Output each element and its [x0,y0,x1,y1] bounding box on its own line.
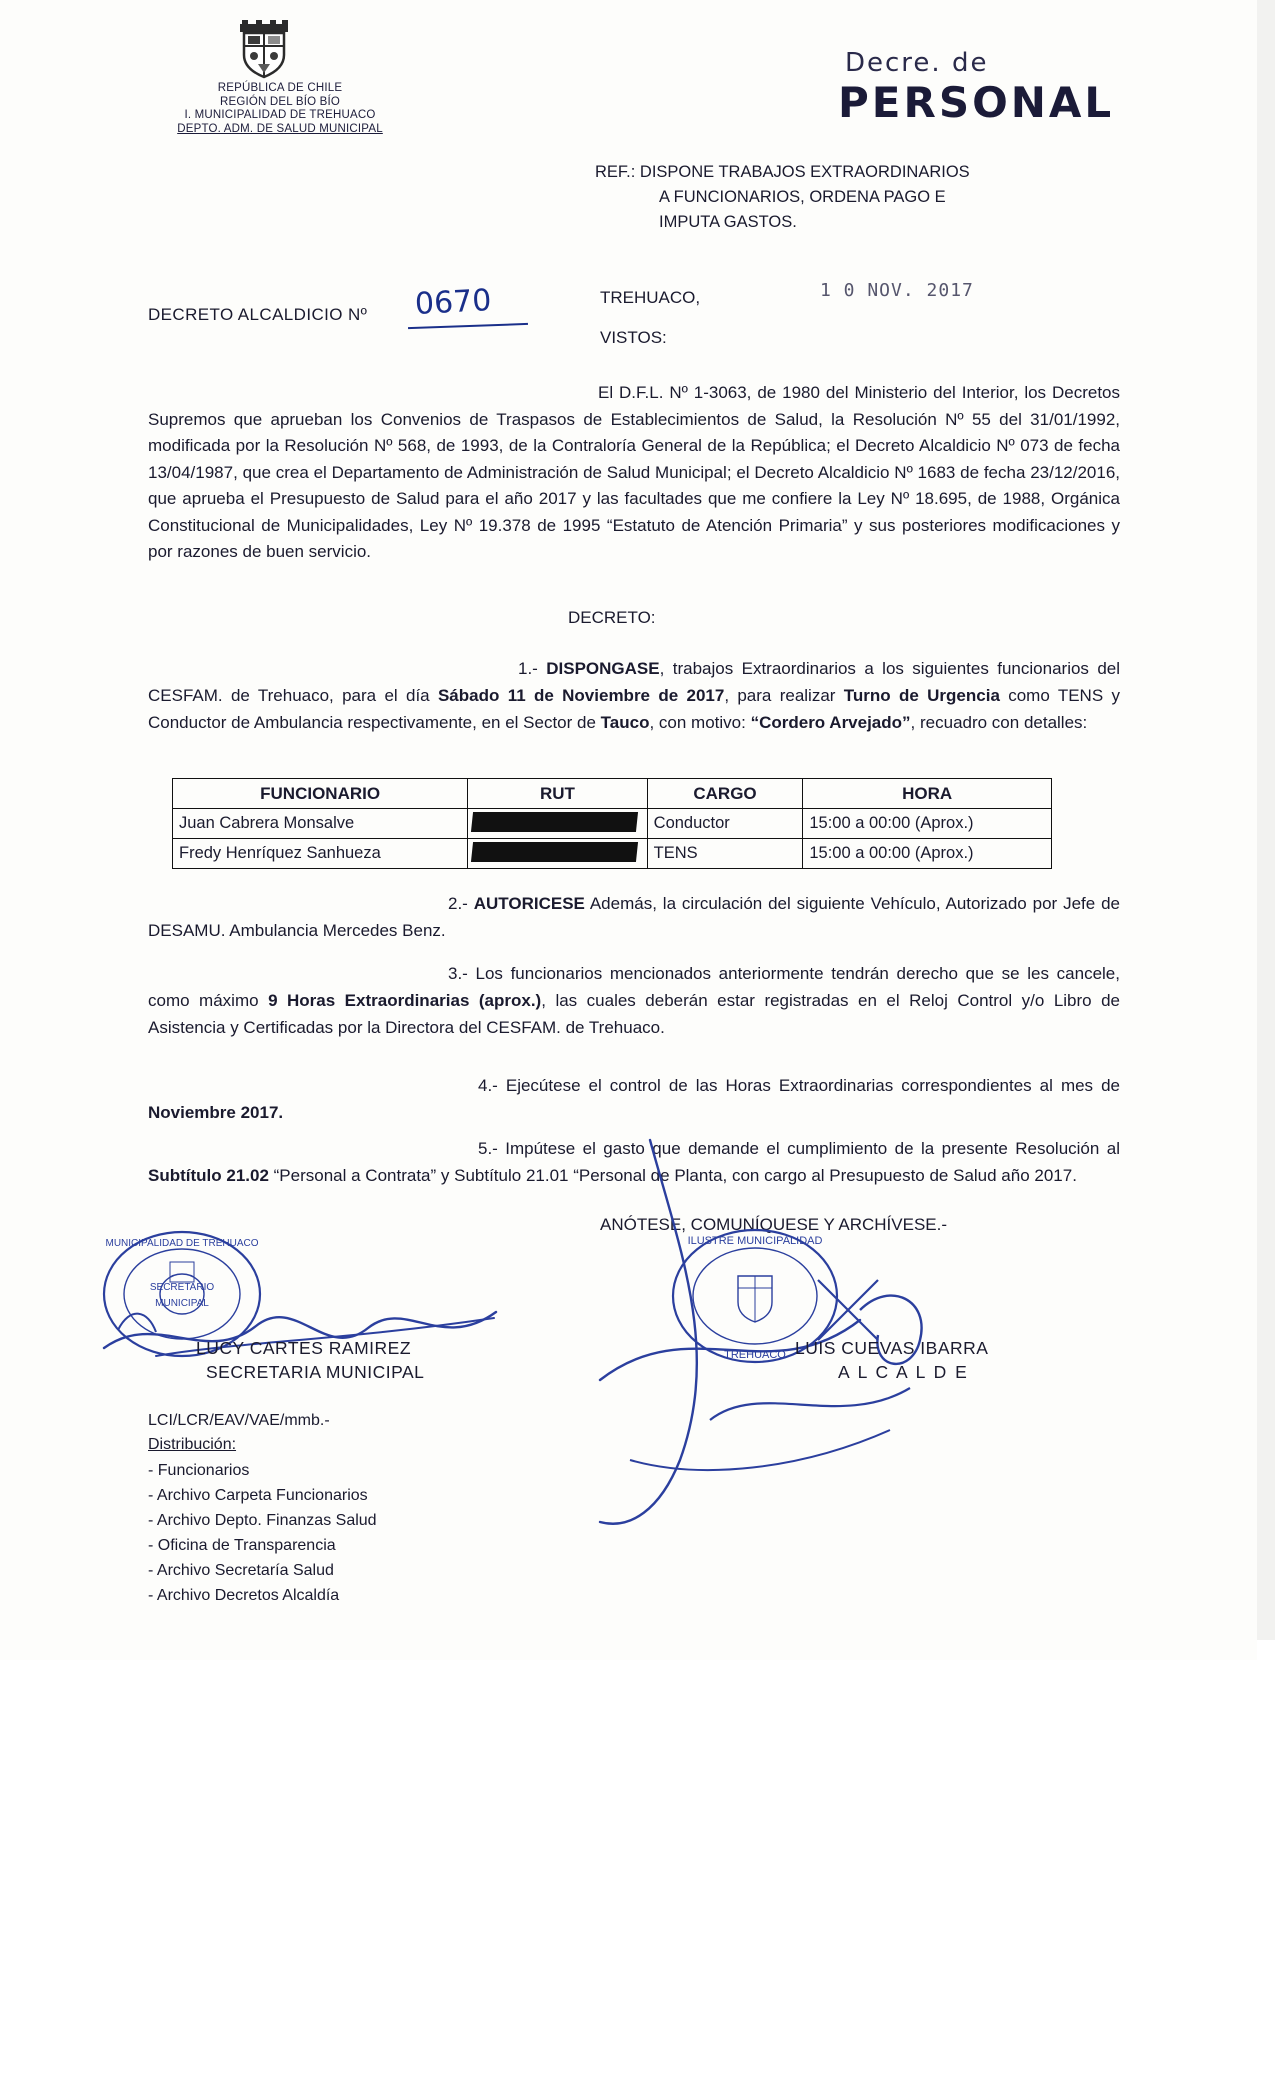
item-3-paragraph: 3.- Los funcionarios mencionados anteriormente tendrán derecho que se les cancele, como máximo 9 Horas Extraordinarias (aprox.), las cuales deberán estar registradas en el Reloj Control y/o Libro de Asistencia y Certificadas por la Directora del CESFAM. de Trehuaco. [148,964,1121,1037]
svg-text:SECRETARIO: SECRETARIO [149,1282,215,1293]
list-item: - Funcionarios [148,1462,250,1479]
stamp-title-top: Decre. de [845,48,989,78]
left-signature-name: LUCY CARTES RAMIREZ [196,1338,412,1358]
item-4-paragraph: 4.- Ejecútese el control de las Horas Extraordinarias correspondientes al mes de Noviembre 2017. [148,1076,1120,1122]
redaction-bar [471,842,638,862]
cell-funcionario: Fredy Henríquez Sanhueza [173,839,468,869]
distribution-list [148,1458,377,1608]
list-item: - Archivo Decretos Alcaldía [148,1587,340,1604]
decree-label: DECRETO ALCALDICIO Nº [148,305,368,324]
org-line-2: REGIÓN DEL BÍO BÍO [219,95,341,108]
th-cargo: CARGO [647,779,803,809]
table-row [173,809,1052,839]
org-line-3: I. MUNICIPALIDAD DE TREHUACO [184,109,376,121]
cell-hora: 15:00 a 00:00 (Aprox.) [803,809,1052,839]
organization-block [150,82,410,136]
cell-funcionario: Juan Cabrera Monsalve [173,809,468,839]
vistos-paragraph: El D.F.L. Nº 1-3063, de 1980 del Ministerio del Interior, los Decretos Supremos que aprueban los Convenios de Traspasos de Establecimientos de Salud, la Resolución Nº 55 del 31/01/1992, modificada por la Resolución Nº 568, de 1993, de la Contraloría General de la República; el Decreto Alcaldicio Nº 073 de fecha 13/04/1987, que crea el Departamento de Administración de Salud Municipal; el Decreto Alcaldicio Nº 1683 de fecha 23/12/2016, que aprueba el Presupuesto de Salud para el año 2017 y las facultades que me confiere la Ley Nº 18.695, de 1988, Orgánica Constitucional de Municipalidades, Ley Nº 19.378 de 1995 “Estatuto de Atención Primaria” y sus posteriores modificaciones y por razones de buen servicio. [148,383,1120,561]
item-5-paragraph: 5.- Impútese el gasto que demande el cumplimiento de la presente Resolución al Subtítulo 21.02 “Personal a Contrata” y Subtítulo 21.01 “Personal de Planta, con cargo al Presupuesto de Salud año 2017. [148,1139,1120,1185]
funcionarios-table-wrapper [172,778,1052,869]
closing-line: ANÓTESE, COMUNÍQUESE Y ARCHÍVESE.- [600,1215,948,1234]
cell-rut [468,839,647,869]
list-item: - Archivo Carpeta Funcionarios [148,1487,368,1504]
list-item: - Oficina de Transparencia [148,1537,336,1554]
cell-cargo: TENS [647,839,803,869]
org-line-4: DEPTO. ADM. DE SALUD MUNICIPAL [177,122,383,135]
distribution-label: Distribución: [148,1436,237,1453]
cell-rut [468,809,647,839]
reference-block [595,160,1115,235]
ref-line-1: REF.: DISPONE TRABAJOS EXTRAORDINARIOS [595,163,970,181]
ref-line-3: IMPUTA GASTOS. [659,213,797,231]
th-funcionario: FUNCIONARIO [173,779,468,809]
decree-date-stamp: 1 0 NOV. 2017 [820,280,974,301]
decree-number-handwritten: 0670 [414,283,493,322]
funcionarios-table [172,778,1052,869]
item-1-paragraph: 1.- DISPONGASE, trabajos Extraordinarios a los siguientes funcionarios del CESFAM. de Trehuaco, para el día Sábado 11 de Noviembre de 2017, para realizar Turno de Urgencia como TENS y Conductor de Ambulancia respectivamente, en el Sector de Tauco, con motivo: “Cordero Arvejado”, recuadro con detalles: [148,659,1121,732]
table-row [173,839,1052,869]
right-signature-name: LUIS CUEVAS IBARRA [795,1338,989,1358]
org-line-1: REPÚBLICA DE CHILE [217,82,343,94]
redaction-bar [471,812,638,832]
svg-text:MUNICIPAL: MUNICIPAL [155,1298,209,1309]
th-hora: HORA [803,779,1052,809]
cell-hora: 15:00 a 00:00 (Aprox.) [803,839,1052,869]
coat-of-arms-icon [232,18,296,80]
vistos-label: VISTOS: [600,328,667,347]
th-rut: RUT [468,779,647,809]
svg-text:ILUSTRE MUNICIPALIDAD: ILUSTRE MUNICIPALIDAD [687,1235,823,1247]
cell-cargo: Conductor [647,809,803,839]
right-signature-role: A L C A L D E [838,1362,969,1382]
stamp-title-main: PERSONAL [838,78,1115,127]
scan-edge-right [1257,0,1275,1640]
scan-edge-bottom [0,1670,1275,2100]
item-2-paragraph: 2.- AUTORICESE Además, la circulación del siguiente Vehículo, Autorizado por Jefe de DESAMU. Ambulancia Mercedes Benz. [148,894,1121,940]
svg-text:TREHUACO: TREHUACO [724,1349,786,1361]
decree-city: TREHUACO, [600,288,701,307]
decreto-label: DECRETO: [568,608,656,627]
list-item: - Archivo Depto. Finanzas Salud [148,1512,377,1529]
left-signature-role: SECRETARIA MUNICIPAL [206,1362,425,1382]
list-item: - Archivo Secretaría Salud [148,1562,334,1579]
footer-codes: LCI/LCR/EAV/VAE/mmb.- [148,1412,330,1429]
svg-text:MUNICIPALIDAD DE TREHUACO: MUNICIPALIDAD DE TREHUACO [105,1238,259,1249]
ref-line-2: A FUNCIONARIOS, ORDENA PAGO E [659,188,946,206]
table-header-row [173,779,1052,809]
